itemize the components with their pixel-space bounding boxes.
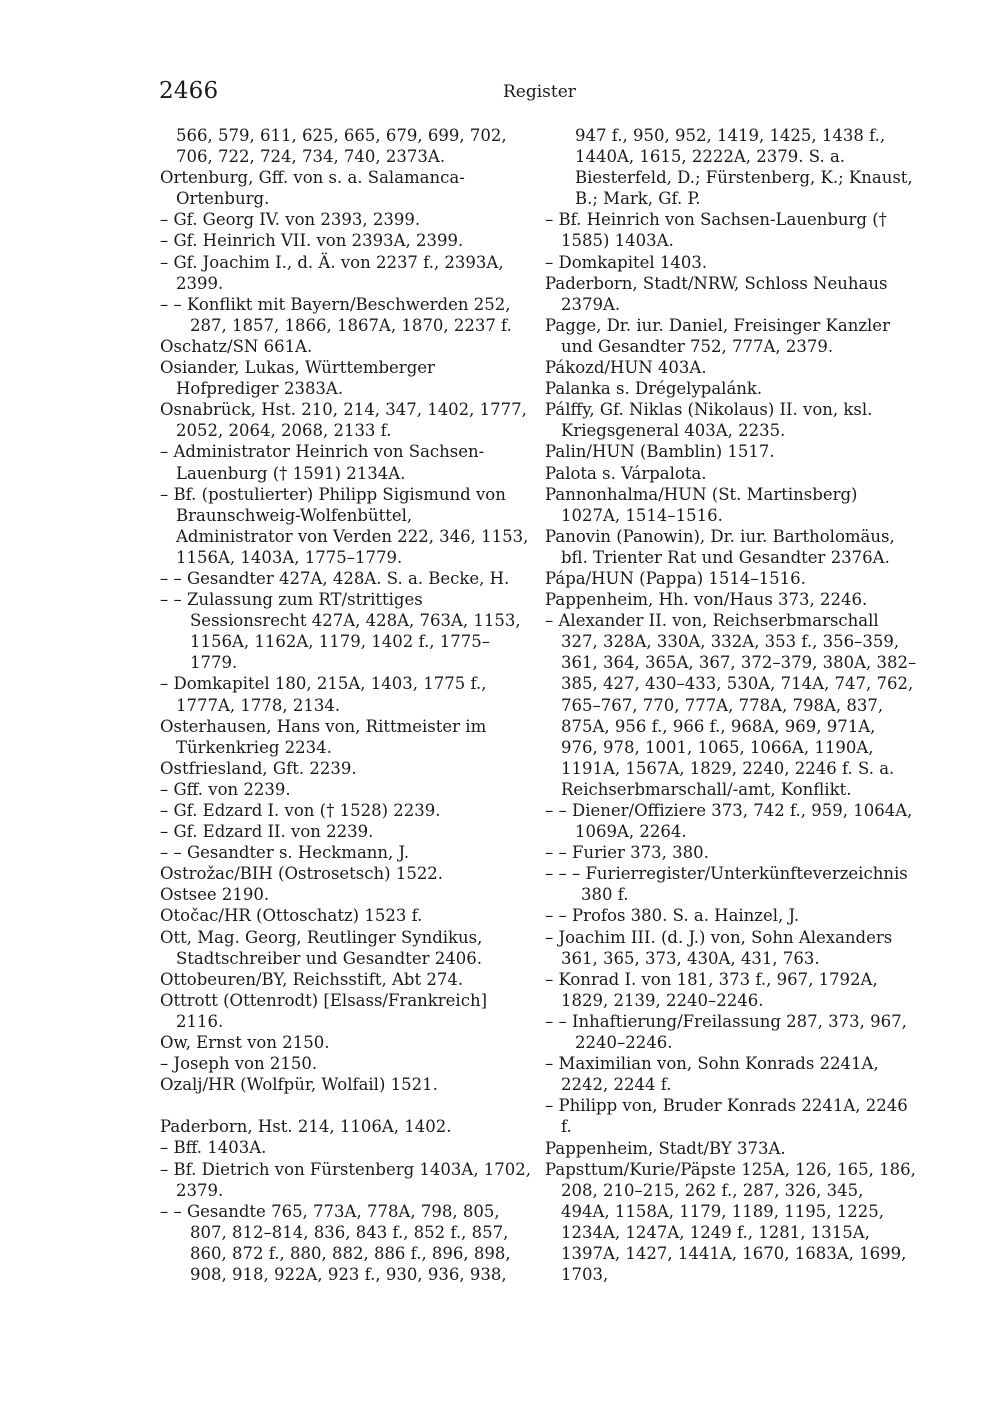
index-entry: – Bf. (postulierter) Philipp Sigismund von Braunschweig-Wolfenbüttel, Administrator von Verden 222, 346, 1153, 1156A, 1403A, 1775–1779.	[160, 484, 529, 567]
index-entry: Ow, Ernst von 2150.	[160, 1033, 330, 1053]
index-entry: – Bf. Dietrich von Fürstenberg 1403A, 1702, 2379.	[160, 1159, 532, 1200]
index-entry: Papsttum/Kurie/Päpste 125A, 126, 165, 186, 208, 210–215, 262 f., 287, 326, 345, 494A, 1158A, 1179, 1189, 1195, 1225, 1234A, 1247A, 1249 f., 1281, 1315A, 1397A, 1427, 1441A, 1670, 1683A, 1699, 1703,	[545, 1159, 916, 1285]
running-title: Register	[503, 82, 576, 102]
index-entry: – – Furier 373, 380.	[545, 843, 709, 863]
page-number: 2466	[159, 78, 219, 104]
index-entry: – Gf. Edzard I. von († 1528) 2239.	[160, 801, 441, 820]
index-entry: – Joachim III. (d. J.) von, Sohn Alexanders 361, 365, 373, 430A, 431, 763.	[545, 927, 893, 968]
index-entry: – – Gesandte 765, 773A, 778A, 798, 805, 807, 812–814, 836, 843 f., 852 f., 857, 860, 872 f., 880, 882, 886 f., 896, 898, 908, 918, 922A, 923 f., 930, 936, 938,	[160, 1201, 511, 1284]
index-entry: Palin/HUN (Bamblin) 1517.	[545, 442, 775, 462]
index-entry: Ostsee 2190.	[160, 885, 270, 905]
index-entry: Pagge, Dr. iur. Daniel, Freisinger Kanzler und Gesandter 752, 777A, 2379.	[545, 315, 890, 356]
index-entry: – – Konflikt mit Bayern/Beschwerden 252, 287, 1857, 1866, 1867A, 1870, 2237 f.	[160, 294, 512, 335]
index-entry: – – Gesandter s. Heckmann, J.	[160, 843, 410, 863]
index-entry: – – Diener/Offiziere 373, 742 f., 959, 1064A, 1069A, 2264.	[545, 801, 913, 842]
index-entry: – – Zulassung zum RT/strittiges Sessionsrecht 427A, 428A, 763A, 1153, 1156A, 1162A, 1179, 1402 f., 1775–1779.	[160, 590, 521, 673]
index-entry: 947 f., 950, 952, 1419, 1425, 1438 f., 1440A, 1615, 2222A, 2379. S. a. Biesterfeld, D.; Fürstenberg, K.; Knaust, B.; Mark, Gf. P.	[575, 126, 913, 209]
index-entry: – Domkapitel 180, 215A, 1403, 1775 f., 1777A, 1778, 2134.	[160, 674, 487, 715]
index-entry: – Gff. von 2239.	[160, 779, 291, 799]
index-entry: – Philipp von, Bruder Konrads 2241A, 2246 f.	[545, 1096, 908, 1137]
index-column-right	[545, 125, 917, 1285]
index-entry: Pákozd/HUN 403A.	[545, 358, 707, 378]
index-column-left	[160, 125, 532, 1285]
index-entry: – Gf. Georg IV. von 2393, 2399.	[160, 210, 421, 230]
index-entry: Ostfriesland, Gft. 2239.	[160, 758, 357, 778]
index-entry: Osiander, Lukas, Württemberger Hofprediger 2383A.	[160, 358, 435, 399]
index-entry: Paderborn, Hst. 214, 1106A, 1402.	[160, 1117, 452, 1137]
index-entry: – Gf. Joachim I., d. Ä. von 2237 f., 2393A, 2399.	[160, 252, 504, 293]
index-entry: Paderborn, Stadt/NRW, Schloss Neuhaus 2379A.	[545, 273, 888, 314]
index-entry: Osnabrück, Hst. 210, 214, 347, 1402, 1777, 2052, 2064, 2068, 2133 f.	[160, 400, 527, 441]
index-entry: Ottobeuren/BY, Reichsstift, Abt 274.	[160, 969, 464, 989]
index-entry: – Maximilian von, Sohn Konrads 2241A, 2242, 2244 f.	[545, 1054, 879, 1095]
index-entry: Ott, Mag. Georg, Reutlinger Syndikus, Stadtschreiber und Gesandter 2406.	[160, 927, 483, 968]
index-entry: Pappenheim, Hh. von/Haus 373, 2246.	[545, 590, 868, 610]
index-entry: Pápa/HUN (Pappa) 1514–1516.	[545, 568, 806, 588]
index-entry: Osterhausen, Hans von, Rittmeister im Türkenkrieg 2234.	[160, 716, 487, 757]
index-entry: – Administrator Heinrich von Sachsen-Lauenburg († 1591) 2134A.	[160, 442, 485, 483]
index-entry: Pappenheim, Stadt/BY 373A.	[545, 1138, 786, 1158]
index-entry: – Domkapitel 1403.	[545, 252, 708, 272]
index-entry: – Bf. Heinrich von Sachsen-Lauenburg († 1585) 1403A.	[545, 210, 887, 251]
index-entry: – Gf. Heinrich VII. von 2393A, 2399.	[160, 231, 464, 251]
index-entry: Ostrožac/BIH (Ostrosetsch) 1522.	[160, 864, 444, 884]
index-entry: Ottrott (Ottenrodt) [Elsass/Frankreich] 2116.	[160, 990, 488, 1031]
index-entry: Oschatz/SN 661A.	[160, 336, 313, 356]
index-entry: – Alexander II. von, Reichserbmarschall 327, 328A, 330A, 332A, 353 f., 356–359, 361, 364, 365A, 367, 372–379, 380A, 382–385, 427, 430–433, 530A, 714A, 747, 762, 765–767, 770, 777A, 778A, 798A, 837, 875A, 956 f., 966 f., 968A, 969, 971A, 976, 978, 1001, 1065, 1066A, 1190A, 1191A, 1567A, 1829, 2240, 2246 f. S. a. Reichserbmarschall/-amt, Konflikt.	[545, 611, 917, 799]
index-entry: Ortenburg, Gff. von s. a. Salamanca-Ortenburg.	[160, 168, 465, 209]
index-entry: Ozalj/HR (Wolfpür, Wolfail) 1521.	[160, 1075, 438, 1095]
index-entry: – – Inhaftierung/Freilassung 287, 373, 967, 2240–2246.	[545, 1011, 907, 1053]
index-entry: Panovin (Panowin), Dr. iur. Bartholomäus, bfl. Trienter Rat und Gesandter 2376A.	[545, 526, 895, 567]
index-entry: – Joseph von 2150.	[160, 1054, 318, 1074]
index-entry: Palota s. Várpalota.	[545, 463, 707, 483]
index-entry: – – Profos 380. S. a. Hainzel, J.	[545, 906, 800, 926]
index-entry: Otočac/HR (Ottoschatz) 1523 f.	[160, 906, 423, 926]
index-entry: Pannonhalma/HUN (St. Martinsberg) 1027A, 1514–1516.	[545, 484, 858, 525]
index-entry: – – – Furierregister/Unterkünfteverzeichnis 380 f.	[545, 864, 908, 905]
index-entry: – – Gesandter 427A, 428A. S. a. Becke, H.	[160, 568, 510, 588]
index-entry: – Bff. 1403A.	[160, 1138, 267, 1158]
index-entry: Pálffy, Gf. Niklas (Nikolaus) II. von, ksl. Kriegsgeneral 403A, 2235.	[545, 400, 873, 441]
index-entry: Palanka s. Drégelypalánk.	[545, 379, 763, 399]
index-entry: – Gf. Edzard II. von 2239.	[160, 822, 374, 842]
index-entry: – Konrad I. von 181, 373 f., 967, 1792A, 1829, 2139, 2240–2246.	[545, 969, 878, 1010]
index-entry: 566, 579, 611, 625, 665, 679, 699, 702, 706, 722, 724, 734, 740, 2373A.	[176, 126, 507, 167]
